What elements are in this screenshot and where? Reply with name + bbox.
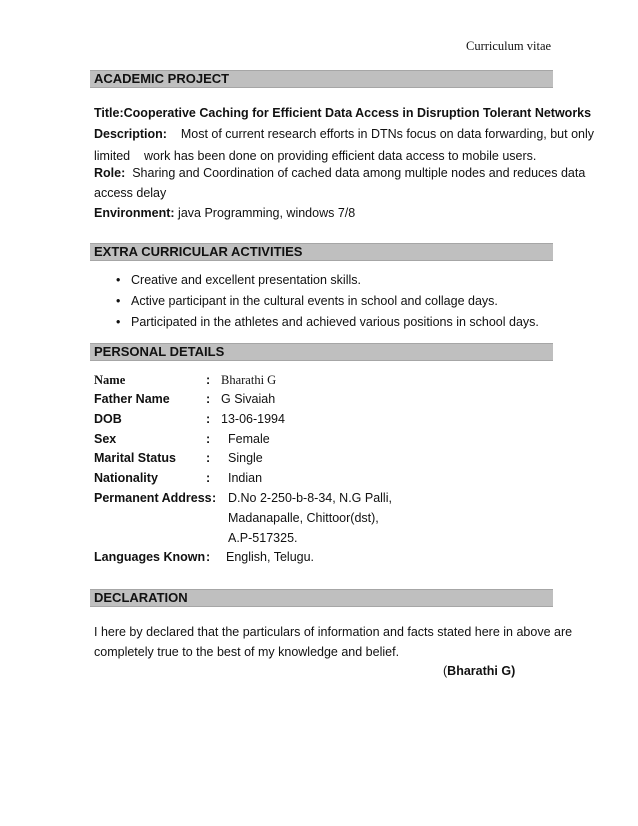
languages-label: Languages Known: [94, 550, 206, 564]
declaration-line-2: completely true to the best of my knowledge and belief.: [94, 645, 400, 659]
project-role-label: Role:: [94, 166, 126, 180]
project-role-line-2: access delay: [94, 186, 167, 200]
project-title-label: Title:: [94, 106, 124, 120]
permanent-address-colon: :: [212, 491, 217, 505]
nationality-colon: :: [206, 471, 211, 485]
signature-name: Bharathi G): [447, 664, 516, 678]
name-label: Name: [94, 373, 126, 387]
project-description-line-1: [94, 127, 594, 141]
academic-project-heading: ACADEMIC PROJECT: [94, 71, 230, 86]
declaration-line-1: I here by declared that the particulars of information and facts stated here in above are: [94, 625, 573, 639]
address-line-3: A.P-517325.: [228, 531, 298, 545]
project-environment-label: Environment:: [94, 206, 175, 220]
signature: [443, 664, 515, 678]
project-environment-line: [94, 206, 562, 220]
bullet-icon: •: [116, 315, 121, 329]
project-title-line: [94, 106, 592, 120]
languages-colon: :: [206, 550, 211, 564]
academic-project-heading-bar: [90, 70, 553, 88]
father-name-value: G Sivaiah: [221, 392, 276, 406]
permanent-address-label: Permanent Address: [94, 491, 212, 505]
address-line-1: D.No 2-250-b-8-34, N.G Palli,: [228, 491, 392, 505]
extra-item-2: Active participant in the cultural events in school and collage days.: [131, 294, 498, 308]
nationality-value: Indian: [228, 471, 263, 485]
header-title: Curriculum vitae: [466, 39, 552, 53]
sex-colon: :: [206, 432, 211, 446]
languages-value: English, Telugu.: [226, 550, 315, 564]
sex-label: Sex: [94, 432, 117, 446]
sex-value: Female: [228, 432, 270, 446]
dob-label: DOB: [94, 412, 122, 426]
project-role-text-1: Sharing and Coordination of cached data among multiple nodes and reduces data: [132, 166, 586, 180]
project-description-line-2: limited work has been done on providing efficient data access to mobile users.: [94, 149, 537, 163]
personal-details-heading-bar: [90, 343, 553, 361]
declaration-heading-bar: [90, 589, 553, 607]
father-name-colon: :: [206, 392, 211, 406]
extra-item-1: Creative and excellent presentation skills.: [131, 273, 361, 287]
bullet-icon: •: [116, 273, 121, 287]
dob-colon: :: [206, 412, 211, 426]
signature-open-paren: (: [443, 664, 448, 678]
project-description-label: Description:: [94, 127, 167, 141]
bullet-icon: •: [116, 294, 121, 308]
declaration-heading: DECLARATION: [94, 590, 188, 605]
address-line-2: Madanapalle, Chittoor(dst),: [228, 511, 379, 525]
personal-details-heading: PERSONAL DETAILS: [94, 344, 225, 359]
project-environment-text: java Programming, windows 7/8: [178, 206, 356, 220]
marital-status-colon: :: [206, 451, 211, 465]
extra-item-3: Participated in the athletes and achieved various positions in school days.: [131, 315, 539, 329]
dob-value: 13-06-1994: [221, 412, 285, 426]
nationality-label: Nationality: [94, 471, 158, 485]
project-title-text: Cooperative Caching for Efficient Data Access in Disruption Tolerant Networks: [123, 106, 592, 120]
extra-curricular-heading: EXTRA CURRICULAR ACTIVITIES: [94, 244, 303, 259]
project-description-text-1: Most of current research efforts in DTNs focus on data forwarding, but only: [180, 127, 594, 141]
name-value: Bharathi G: [221, 373, 277, 387]
extra-curricular-heading-bar: [90, 243, 553, 261]
marital-status-value: Single: [228, 451, 263, 465]
father-name-label: Father Name: [94, 392, 170, 406]
marital-status-label: Marital Status: [94, 451, 176, 465]
project-role-line-1: [94, 166, 586, 180]
name-colon: :: [206, 373, 211, 387]
